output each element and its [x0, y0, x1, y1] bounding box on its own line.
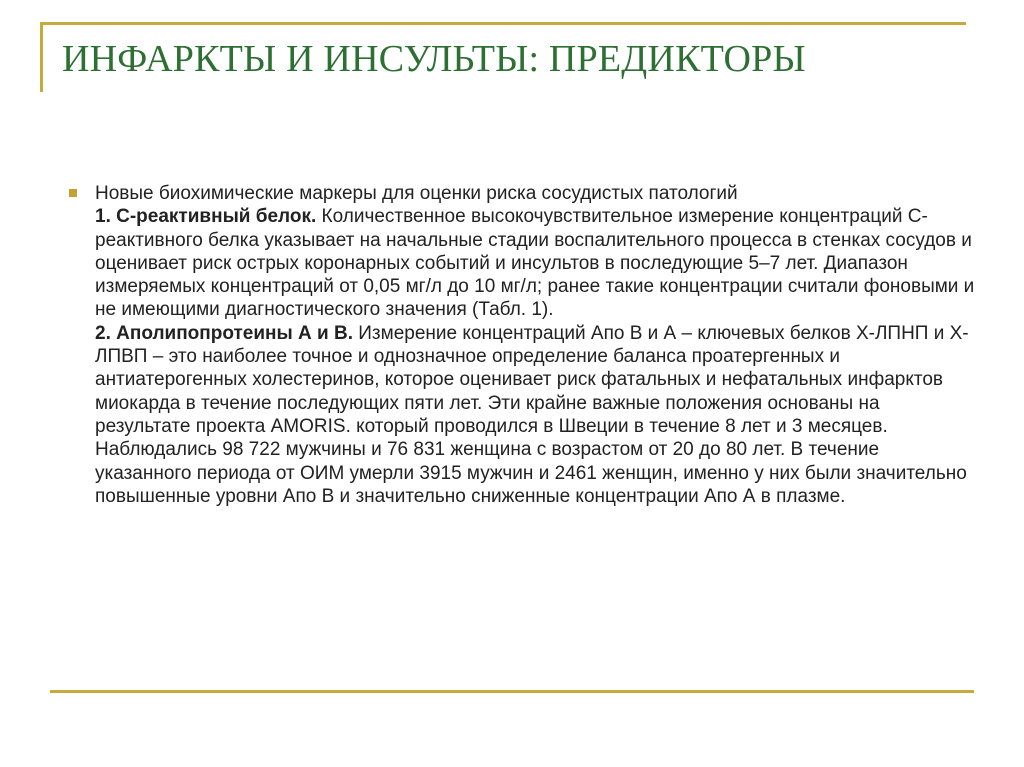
item2-heading: 2. Аполипопротеины А и В.: [95, 322, 353, 344]
title-frame-top-rule: [40, 22, 966, 25]
item1-text: Количественное высокочувствительное измерение концентраций С-реактивного белка указывает на начальные стадии воспалительного процесса в стенках сосудов и оценивает риск острых коронарных событий и инсультов в последующие 5–7 лет. Диапазон измеряемых концентраций от 0,05 мг/л до 10 мг/л; ранее такие концентрации считали фоновыми и не имеющими диагностического значения (Табл. 1).: [95, 206, 975, 321]
intro-text: Новые биохимические маркеры для оценки риска сосудистых патологий: [95, 183, 738, 204]
slide-content: [95, 182, 975, 508]
item1-heading: 1. С-реактивный белок.: [95, 206, 317, 228]
title-frame-left-rule: [40, 22, 43, 92]
slide-title: ИНФАРКТЫ И ИНСУЛЬТЫ: ПРЕДИКТОРЫ: [62, 38, 806, 80]
square-bullet-icon: [69, 189, 77, 197]
intro-paragraph: [95, 182, 975, 508]
item2-text: Измерение концентраций Апо В и А – ключевых белков Х-ЛПНП и Х-ЛПВП – это наиболее точное и однозначное определение баланса проатергенных и антиатерогенных холестеринов, которое оценивает риск фатальных и нефатальных инфарктов миокарда в течение последующих пяти лет. Эти крайне важные положения основаны на результате проекта AMORIS. который проводился в Швеции в течение 8 лет и 3 месяцев. Наблюдались 98 722 мужчины и 76 831 женщина с возрастом от 20 до 80 лет. В течение указанного периода от ОИМ умерли 3915 мужчин и 2461 женщин, именно у них были значительно повышенные уровни Апо В и значительно сниженные концентрации Апо А в плазме.: [95, 322, 969, 507]
bottom-rule: [50, 690, 974, 693]
